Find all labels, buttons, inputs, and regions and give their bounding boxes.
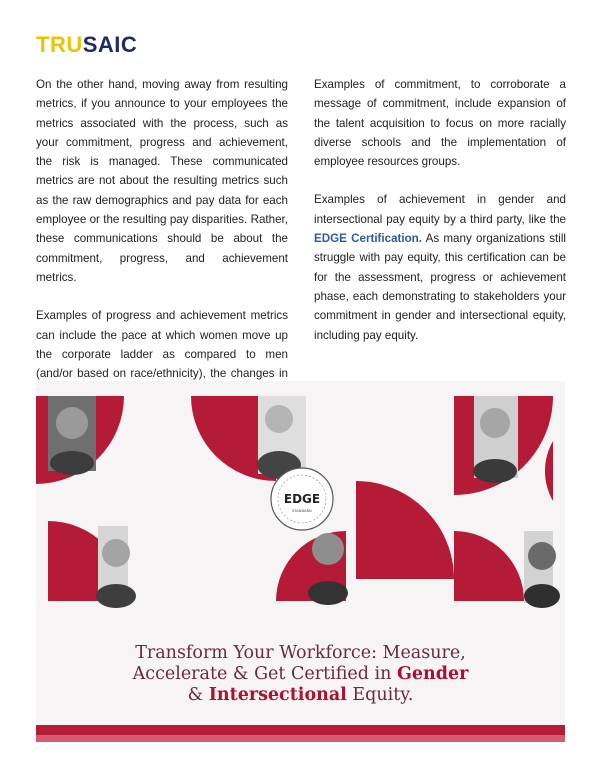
highlight-gender: Gender	[396, 664, 469, 684]
right-paragraph-2-end: As many organizations still struggle with pay equity, this certification can be for the assessment, progress or achievement phase, each demonstrating to stakeholders your commitment in gender and intersectional equity, including pay equity.	[314, 232, 566, 342]
seal-mark: EDGE	[283, 492, 321, 506]
edge-certification-banner	[36, 381, 565, 742]
left-paragraph-2: Examples of progress and achievement metrics can include the pace at which women move up the corporate ladder as compared to men (and/or based on race/ethnicity), the changes in	[36, 309, 288, 381]
edge-certification-link[interactable]: EDGE Certification.	[314, 232, 422, 246]
edge-seal	[271, 468, 333, 530]
portrait-photo	[96, 526, 136, 608]
right-paragraph-2-start: Examples of achievement in gender and intersectional pay equity by a third party, like the	[314, 193, 566, 226]
right-column	[314, 75, 566, 364]
red-shape	[454, 531, 524, 601]
portrait-photo	[524, 531, 560, 608]
logo-part-1: TRU	[36, 32, 83, 57]
seal-sub: STANDARD	[292, 509, 312, 513]
banner-graphic	[36, 381, 565, 621]
banner-footer-bar	[36, 725, 565, 735]
banner-title	[36, 643, 565, 706]
portrait-photo	[473, 396, 518, 483]
banner-title-line-2: Accelerate & Get Certified in Gender	[132, 664, 469, 684]
banner-title-line-1: Transform Your Workforce: Measure,	[135, 643, 466, 663]
trusaic-logo	[36, 32, 137, 58]
portrait-photo	[257, 396, 306, 479]
portrait-photo	[48, 396, 96, 475]
red-shape	[545, 441, 553, 501]
right-paragraph-2	[314, 190, 566, 344]
logo-part-2: SAIC	[82, 32, 138, 57]
banner-title-line-3: & Intersectional Equity.	[187, 685, 414, 705]
right-paragraph-1: Examples of commitment, to corroborate a message of commitment, include expansion of the talent acquisition to focus on more racially diverse schools and the implementation of employee resources groups.	[314, 78, 566, 169]
banner-footer-bar-light	[36, 735, 565, 742]
highlight-intersectional: Intersectional	[208, 685, 347, 705]
left-paragraph-1: On the other hand, moving away from resulting metrics, if you announce to your employees the metrics associated with the process, such as your commitment, progress and achievement, the risk is managed. These communicated metrics are not about the resulting metrics such as the raw demographics and pay data for each employee or the resulting pay disparities. Rather, these communications should be about the commitment, progress, and achievement metrics.	[36, 78, 288, 284]
red-shape	[356, 481, 454, 579]
